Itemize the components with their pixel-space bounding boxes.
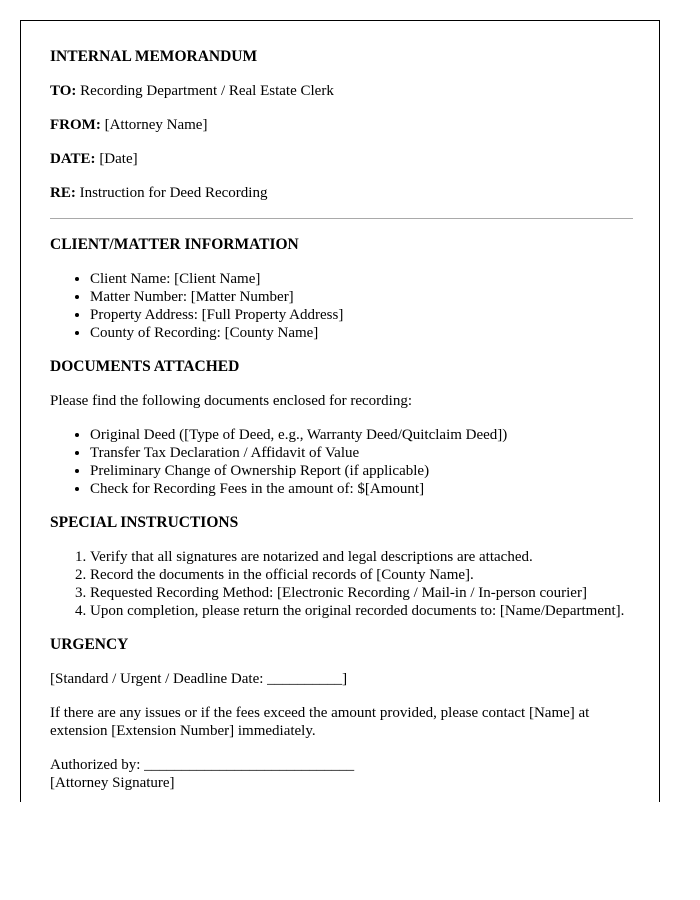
special-instructions-list [50, 548, 630, 620]
re-value: Instruction for Deed Recording [79, 185, 268, 201]
documents-list [50, 426, 630, 498]
date-label: DATE: [50, 151, 96, 167]
client-matter-list [50, 270, 630, 342]
list-item: 4. Upon completion, please return the original recorded documents to: [Name/Department]. [90, 602, 630, 620]
from-label: FROM: [50, 117, 101, 133]
list-item: • County of Recording: [County Name] [90, 324, 630, 342]
client-matter-title: CLIENT/MATTER INFORMATION [50, 236, 299, 253]
memo-title: INTERNAL MEMORANDUM [50, 48, 258, 65]
list-item: 1. Verify that all signatures are notarized and legal descriptions are attached. [90, 548, 630, 566]
to-label: TO: [50, 83, 77, 99]
documents-intro: Please find the following documents enclosed for recording: [50, 393, 412, 409]
re-label: RE: [50, 185, 76, 201]
date-line [50, 150, 630, 168]
list-item: • Client Name: [Client Name] [90, 270, 630, 288]
attorney-signature-label: [Attorney Signature] [50, 775, 175, 791]
from-line [50, 116, 630, 134]
urgency-note: If there are any issues or if the fees exceed the amount provided, please contact [Name] at extension [Extension Number] immediately. [50, 705, 590, 739]
urgency-title: URGENCY [50, 636, 129, 653]
re-line [50, 184, 630, 202]
from-value: [Attorney Name] [104, 117, 208, 133]
list-item: • Transfer Tax Declaration / Affidavit of Value [90, 444, 630, 462]
list-item: • Preliminary Change of Ownership Report (if applicable) [90, 462, 630, 480]
list-item: • Property Address: [Full Property Address] [90, 306, 630, 324]
list-item: 3. Requested Recording Method: [Electronic Recording / Mail-in / In-person courier] [90, 584, 630, 602]
list-item: • Original Deed ([Type of Deed, e.g., Warranty Deed/Quitclaim Deed]) [90, 426, 630, 444]
urgency-value: [Standard / Urgent / Deadline Date: __________] [50, 671, 348, 687]
authorized-by-line: Authorized by: ____________________________ [50, 757, 355, 773]
to-line [50, 82, 630, 100]
documents-title: DOCUMENTS ATTACHED [50, 358, 240, 375]
list-item: • Matter Number: [Matter Number] [90, 288, 630, 306]
special-instructions-title: SPECIAL INSTRUCTIONS [50, 514, 239, 531]
header-divider [50, 218, 633, 219]
to-value: Recording Department / Real Estate Clerk [80, 83, 334, 99]
memo-document [20, 20, 660, 802]
signature-block [50, 756, 630, 792]
date-value: [Date] [99, 151, 138, 167]
list-item: 2. Record the documents in the official records of [County Name]. [90, 566, 630, 584]
list-item: • Check for Recording Fees in the amount of: $[Amount] [90, 480, 630, 498]
memo-content [21, 21, 659, 792]
